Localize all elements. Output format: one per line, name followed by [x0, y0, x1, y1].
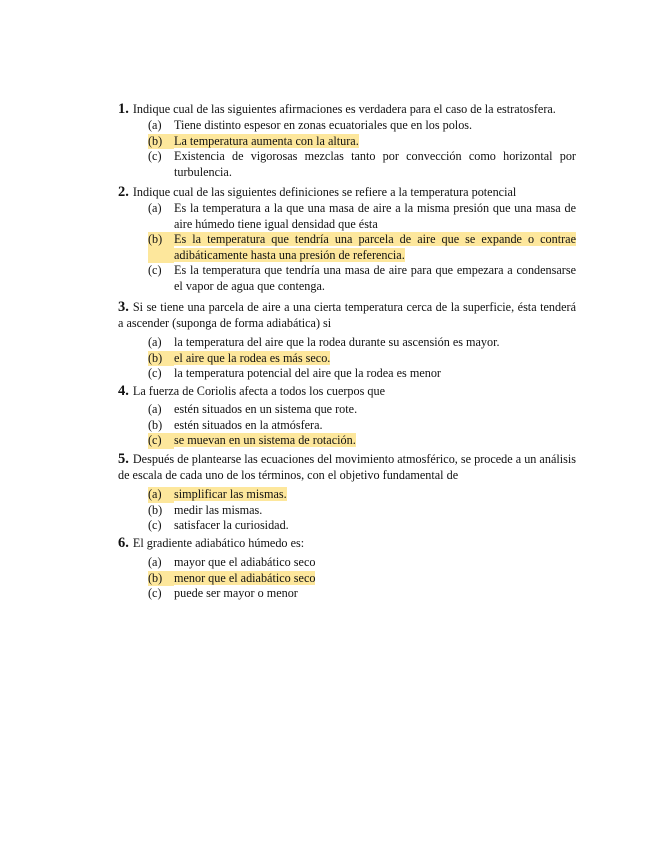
question-text: Si se tiene una parcela de aire a una cierta temperatura cerca de la superficie, ésta tenderá a ascender (suponga de forma adiabática) si	[118, 300, 576, 330]
option-a: (a) Es la temperatura a la que una masa de aire a la misma presión que una masa de aire húmedo tiene igual densidad que ésta	[148, 201, 576, 231]
option-a: (a) la temperatura del aire que la rodea durante su ascensión es mayor.	[148, 335, 500, 349]
option-b: (b) medir las mismas.	[148, 502, 263, 517]
option-a: (a) Tiene distinto espesor en zonas ecuatoriales que en los polos.	[148, 118, 473, 132]
question-2	[118, 184, 576, 294]
question-text: Indique cual de las siguientes definiciones se refiere a la temperatura potencial	[132, 185, 517, 199]
question-number: 2.	[118, 184, 129, 200]
option-a: (a) mayor que el adiabático seco	[148, 555, 316, 569]
option-c: (c) puede ser mayor o menor	[148, 586, 298, 600]
option-c: (c) la temperatura potencial del aire que la rodea es menor	[148, 366, 441, 380]
question-4	[118, 383, 576, 449]
option-b: (b) estén situados en la atmósfera.	[148, 417, 323, 432]
option-c: (c) Es la temperatura que tendría una masa de aire para que empezara a condensarse el vapor de agua que contenga.	[148, 263, 576, 293]
option-c-highlighted: (c) se muevan en un sistema de rotación.	[148, 433, 356, 447]
question-5	[118, 451, 576, 534]
option-a: (a) estén situados en un sistema que rote.	[148, 402, 358, 416]
question-text: El gradiente adiabático húmedo es:	[132, 536, 305, 550]
option-a-highlighted: (a) simplificar las mismas.	[148, 487, 287, 501]
question-number: 3.	[118, 299, 129, 315]
question-number: 1.	[118, 101, 129, 117]
question-text: Indique cual de las siguientes afirmaciones es verdadera para el caso de la estratosfera.	[132, 102, 556, 116]
option-b-highlighted: (b) Es la temperatura que tendría una parcela de aire que se expande o contrae adibáticamente hasta una presión de referencia.	[148, 232, 576, 262]
option-c: (c) Existencia de vigorosas mezclas tanto por convección como horizontal por turbulencia.	[148, 149, 576, 179]
option-b-highlighted: (b) La temperatura aumenta con la altura.	[148, 133, 359, 148]
question-number: 6.	[118, 535, 129, 551]
question-text: Después de plantearse las ecuaciones del movimiento atmosférico, se procede a un análisis de escala de cada uno de los términos, con el objetivo fundamental de	[118, 452, 576, 482]
question-text: La fuerza de Coriolis afecta a todos los cuerpos que	[132, 384, 385, 398]
option-b-highlighted: (b) el aire que la rodea es más seco.	[148, 350, 331, 365]
option-b-highlighted: (b) menor que el adiabático seco	[148, 570, 316, 585]
option-c: (c) satisfacer la curiosidad.	[148, 518, 289, 532]
question-3	[118, 299, 576, 382]
question-number: 4.	[118, 383, 129, 399]
question-number: 5.	[118, 451, 129, 467]
question-1	[118, 101, 576, 180]
question-6	[118, 535, 576, 602]
